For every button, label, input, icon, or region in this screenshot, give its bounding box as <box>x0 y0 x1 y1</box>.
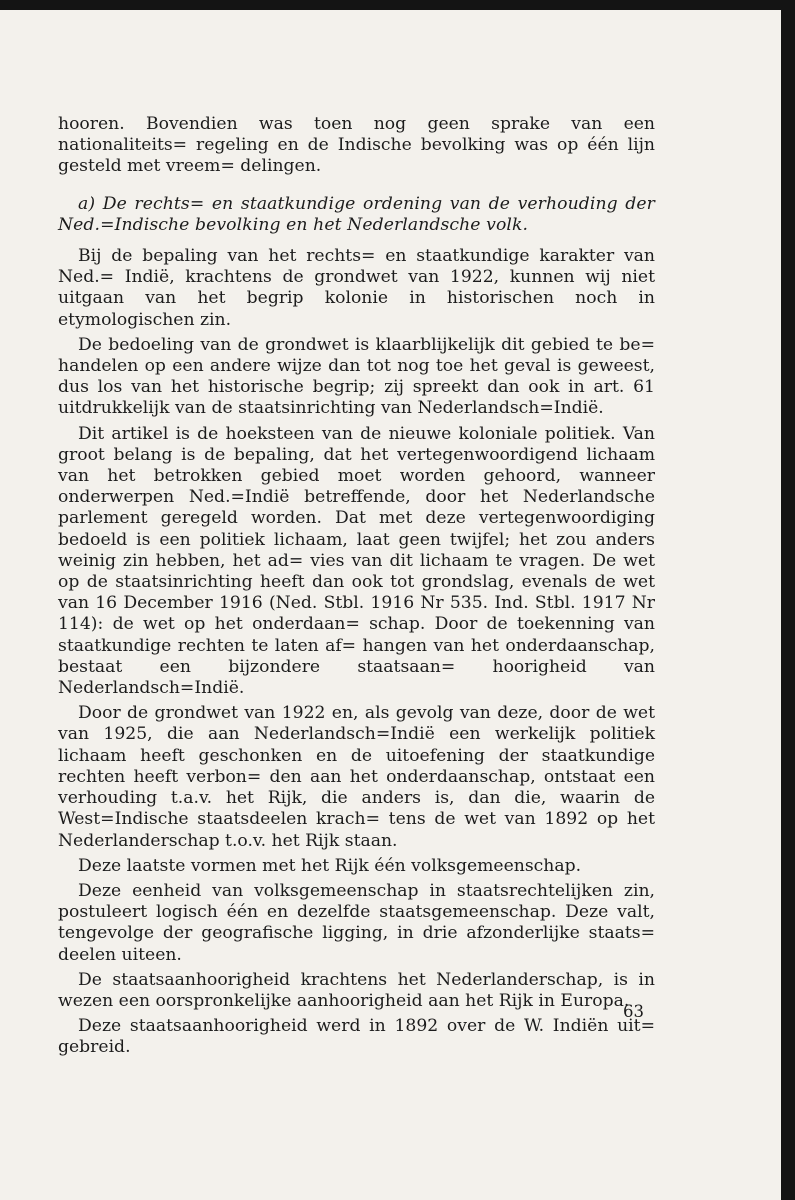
opening-paragraph: hooren. Bovendien was toen nog geen sprake van een nationaliteits= regeling en de Indische bevolking was op één lijn gesteld met vreem= delingen. <box>58 114 655 177</box>
paragraph-3: Dit artikel is de hoeksteen van de nieuwe koloniale politiek. Van groot belang is de bepaling, dat het vertegenwoordigend lichaam van het betrokken gebied moet worden gehoord, wanneer onderwerpen Ned.=Indië betreffende, door het Nederlandsche parlement geregeld worden. Dat met deze vertegenwoordiging bedoeld is een politiek lichaam, laat geen twijfel; het zou anders weinig zin hebben, het ad= vies van dit lichaam te vragen. De wet op de staatsinrichting heeft dan ook tot grondslag, evenals de wet van 16 December 1916 (Ned. Stbl. 1916 Nr 535. Ind. Stbl. 1917 Nr 114): de wet op het onderdaan= schap. Door de toekenning van staatkundige rechten te laten af= hangen van het onderdaanschap, bestaat een bijzondere staatsaan= hoorigheid van Nederlandsch=Indië. <box>58 423 655 699</box>
body-text <box>58 114 655 1063</box>
paragraph-6: Deze eenheid van volksgemeenschap in staatsrechtelijken zin, postuleert logisch één en dezelfde staatsgemeenschap. Deze valt, tengevolge der geografische ligging, in drie afzonderlijke staats= deelen uiteen. <box>58 880 655 965</box>
scan-right-border <box>781 0 795 1200</box>
paragraph-2: De bedoeling van de grondwet is klaarblijkelijk dit gebied te be= handelen op een andere wijze dan tot nog toe het geval is geweest, dus los van het historische begrip; zij spreekt dan ook in art. 61 uitdrukkelijk van de staatsinrichting van Nederlandsch=Indië. <box>58 334 655 419</box>
paragraph-8: Deze staatsaanhoorigheid werd in 1892 over de W. Indiën uit= gebreid. <box>58 1016 655 1058</box>
scan-top-border <box>0 0 795 10</box>
page-number: 63 <box>623 1002 644 1021</box>
book-page <box>0 10 781 1200</box>
paragraph-5: Deze laatste vormen met het Rijk één volksgemeenschap. <box>78 855 582 876</box>
paragraph-7: De staatsaanhoorigheid krachtens het Nederlanderschap, is in wezen een oorspronkelijke aanhoorigheid aan het Rijk in Europa. <box>58 969 655 1011</box>
section-heading: a) De rechts= en staatkundige ordening van de verhouding der Ned.=Indische bevolking en het Nederlandsche volk. <box>58 193 655 235</box>
paragraph-1: Bij de bepaling van het rechts= en staatkundige karakter van Ned.= Indië, krachtens de grondwet van 1922, kunnen wij niet uitgaan van het begrip kolonie in historischen noch in etymologischen zin. <box>58 246 655 330</box>
paragraph-4: Door de grondwet van 1922 en, als gevolg van deze, door de wet van 1925, die aan Nederlandsch=Indië een werkelijk politiek lichaam heeft geschonken en de uitoefening der staatkundige rechten heeft verbon= den aan het onderdaanschap, ontstaat een verhouding t.a.v. het Rijk, die anders is, dan die, waarin de West=Indische staatsdeelen krach= tens de wet van 1892 op het Nederlanderschap t.o.v. het Rijk staan. <box>58 703 655 851</box>
